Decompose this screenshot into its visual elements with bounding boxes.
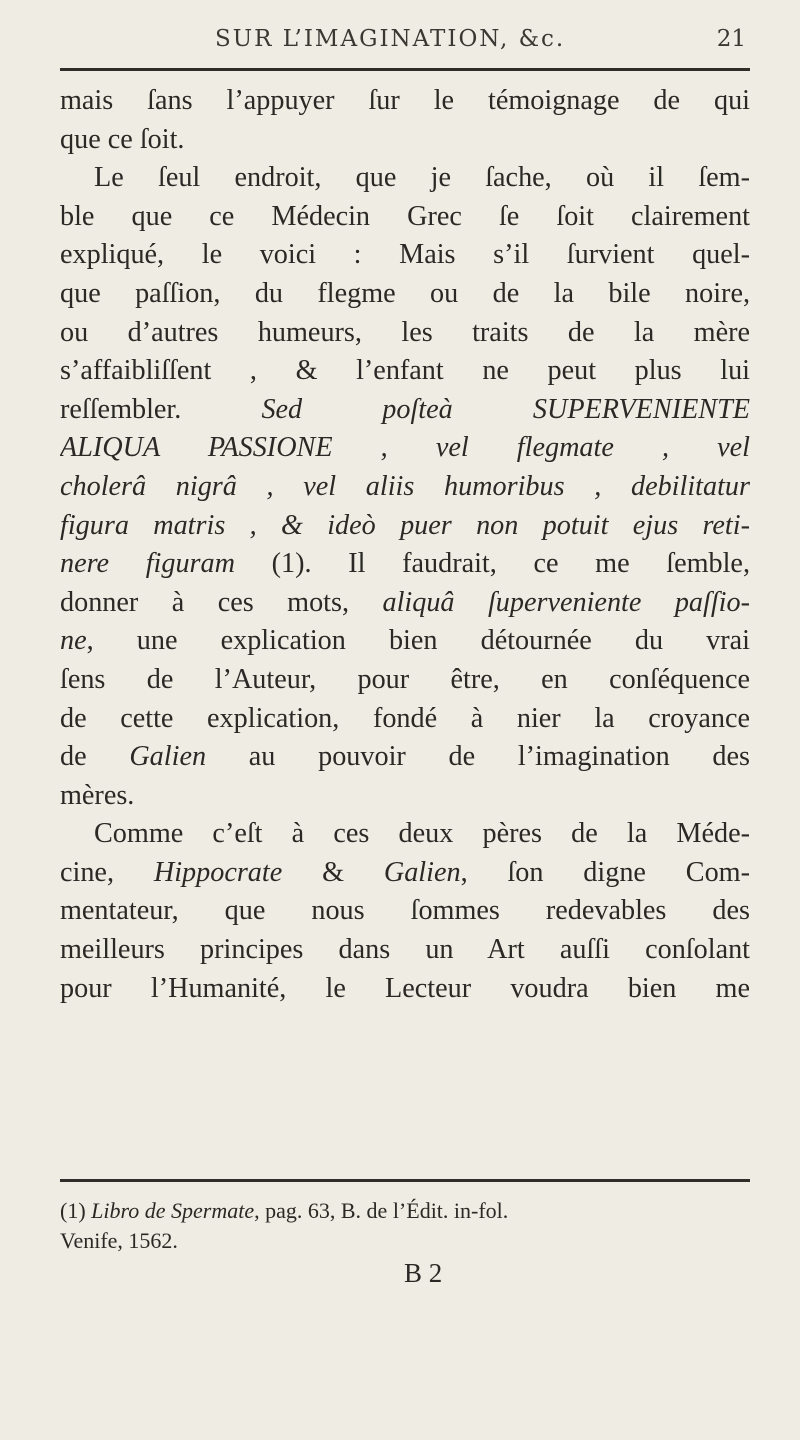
text-line: que paſſion, du flegme ou de la bile noire, — [60, 277, 750, 309]
footnote-text: , pag. 63, B. de l’Édit. in-fol. — [254, 1198, 509, 1223]
text-line: mais ſans l’appuyer ſur le témoignage de qui — [60, 85, 750, 116]
text-run: , une explication bien détournée du vrai — [86, 625, 750, 657]
name-galien: Galien — [129, 741, 207, 773]
text-line — [60, 468, 750, 507]
page-header — [60, 26, 750, 74]
footnote-line — [60, 1196, 750, 1226]
text-line: s’affaibliſſent , & l’enfant ne peut plus lui — [60, 355, 750, 387]
latin-quote: ne — [60, 625, 87, 657]
body-text — [60, 82, 750, 1008]
text-run: & — [282, 856, 384, 888]
latin-quote: Sed poſteà SUPERVENIENTE — [261, 393, 750, 425]
text-run: cine, — [60, 856, 154, 888]
footnote-rule — [60, 1179, 750, 1182]
text-line — [60, 545, 750, 584]
text-run: reſſembler. — [60, 393, 182, 425]
text-line: Comme c’eſt à ces deux pères de la Méde- — [94, 818, 750, 850]
header-rule — [60, 68, 750, 71]
latin-quote: figura matris , & ideò puer non potuit ejus reti- — [60, 509, 750, 541]
text-line — [60, 622, 750, 661]
text-run: (1). Il faudrait, ce me ſemble, — [234, 548, 750, 580]
footnote-line: Venife, 1562. — [60, 1228, 178, 1253]
text-run: , ſon digne Com- — [460, 856, 750, 888]
text-line — [60, 584, 750, 623]
text-line: meilleurs principes dans un Art auſſi conſolant — [60, 934, 750, 966]
text-line — [60, 738, 750, 777]
text-line — [60, 391, 750, 430]
footnote-marker: (1) — [60, 1198, 92, 1223]
text-line: pour l’Humanité, le Lecteur voudra bien me — [60, 972, 750, 1004]
text-line: ou d’autres humeurs, les traits de la mère — [60, 316, 750, 348]
signature-mark: B 2 — [404, 1258, 443, 1288]
footnote — [60, 1196, 750, 1256]
latin-quote: ALIQUA PASSIONE , vel flegmate , vel — [60, 432, 750, 464]
text-run: donner à ces mots, — [60, 586, 383, 618]
page-number: 21 — [716, 26, 746, 52]
name-galien: Galien — [383, 856, 461, 888]
latin-quote: aliquâ ſuperveniente paſſio- — [382, 586, 750, 618]
text-line: que ce ſoit. — [60, 123, 185, 155]
text-line — [60, 854, 750, 893]
name-hippocrate: Hippocrate — [153, 856, 283, 888]
running-title: SUR L’IMAGINATION, &c. — [215, 26, 566, 52]
footnote-title: Libro de Spermate — [91, 1198, 255, 1223]
text-line: mentateur, que nous ſommes redevables des — [60, 895, 750, 927]
text-run: de — [60, 741, 130, 773]
text-line: expliqué, le voici : Mais s’il ſurvient quel- — [60, 239, 750, 271]
text-line: Le ſeul endroit, que je ſache, où il ſem- — [94, 162, 750, 194]
text-line — [60, 429, 750, 468]
text-line — [60, 507, 750, 546]
latin-quote: nere figuram — [60, 548, 235, 580]
latin-quote: cholerâ nigrâ , vel aliis humoribus , debilitatur — [60, 470, 750, 502]
text-line: ſens de l’Auteur, pour être, en conſéquence — [60, 663, 750, 695]
text-run: au pouvoir de l’imagination des — [206, 741, 750, 773]
text-line: mères. — [60, 779, 135, 811]
text-line: ble que ce Médecin Grec ſe ſoit clairement — [60, 200, 750, 232]
text-line: de cette explication, fondé à nier la croyance — [60, 702, 750, 734]
